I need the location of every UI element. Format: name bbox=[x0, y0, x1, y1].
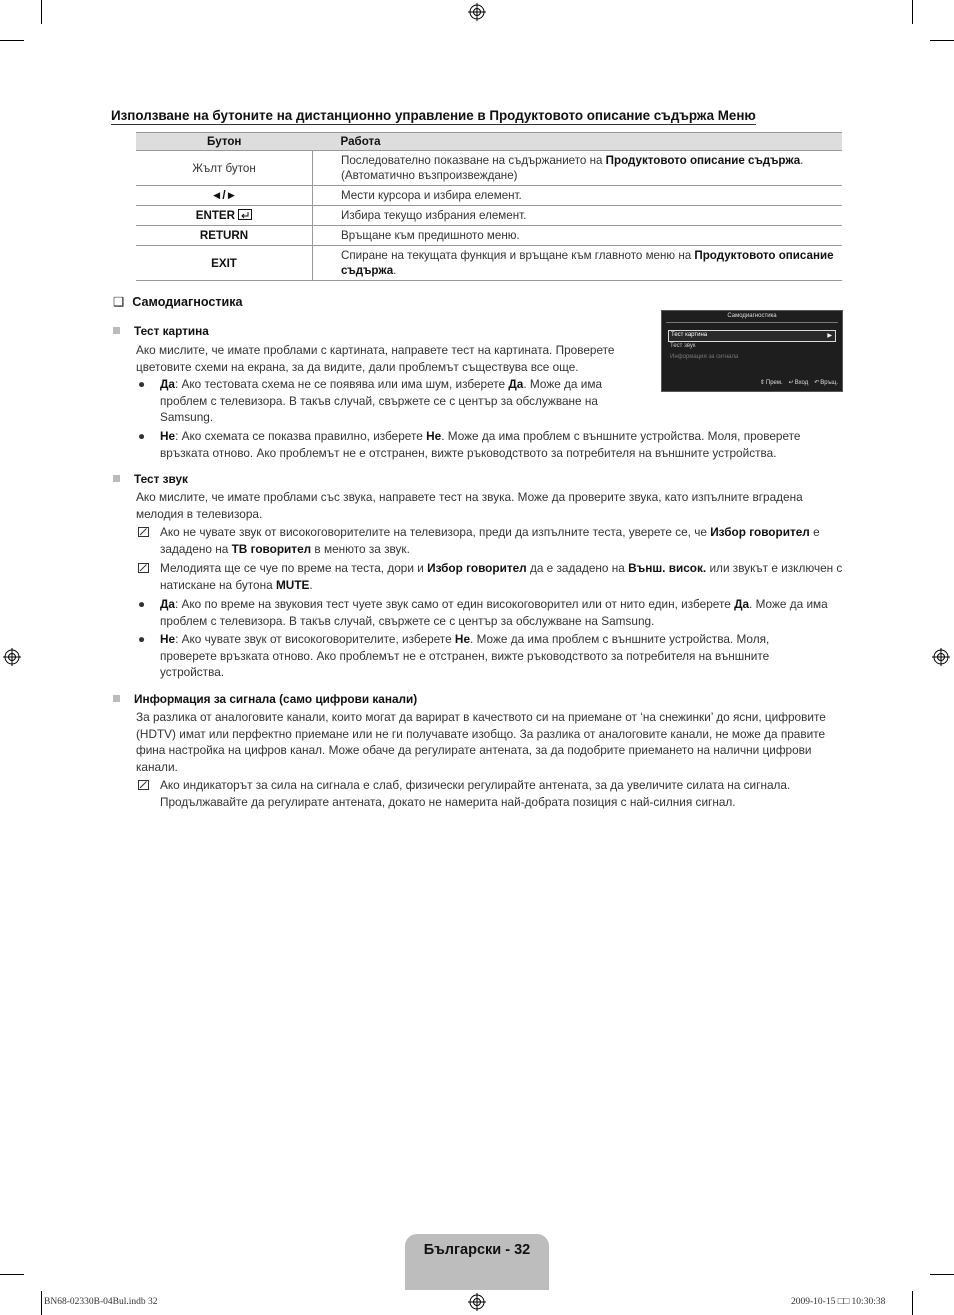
bullet-icon: ● bbox=[138, 429, 146, 443]
registration-mark-icon bbox=[932, 648, 950, 666]
sound-test-no: ● Не: Ако чувате звук от високоговорителите, изберете Не. Може да има проблем с външните устройства. Моля, проверете връзката отново. Ако проблемът не е отстранен, вижте ръководството за потребителя на външните устройства. bbox=[138, 632, 770, 679]
crop-mark bbox=[41, 0, 42, 24]
button-cell: ◄/► bbox=[136, 186, 313, 206]
button-cell: ENTER bbox=[136, 206, 313, 226]
subsection-heading-picture-test: Тест картина bbox=[113, 324, 209, 338]
table-header-row bbox=[136, 133, 842, 151]
note-icon bbox=[138, 563, 149, 573]
button-cell: EXIT bbox=[136, 246, 313, 281]
page-number: Български - 32 bbox=[423, 1242, 531, 1258]
crop-mark bbox=[912, 1291, 913, 1315]
signal-info-note: Ако индикаторът за сила на сигнала е слаб, физически регулирайте антената, за да увеличите силата на сигнала. Продължавайте да регулирате антената, докато не намерита най-добрата позиция с най-силния сигнал. bbox=[160, 777, 840, 810]
bullet-icon: ● bbox=[138, 377, 146, 391]
picture-test-yes: ● Да: Ако тестовата схема не се появява или има шум, изберете Да. Може да има проблем с телевизора. В такъв случай, свържете се с център за обслужване на Samsung. bbox=[138, 377, 603, 424]
registration-mark-icon bbox=[468, 1293, 486, 1311]
table-row bbox=[136, 186, 842, 206]
crop-mark bbox=[912, 0, 913, 24]
square-bullet-icon bbox=[113, 475, 120, 482]
page-title: Използване на бутоните на дистанционно управление в Продуктовото описание съдържа Меню bbox=[111, 108, 756, 123]
sound-test-note-2: Мелодията ще се чуе по време на теста, дори и Избор говорител да е зададено на Външ. висок. или звукът е изключен с натискане на бутона MUTE. bbox=[160, 560, 844, 593]
file-slug: BN68-02330B-04Bul.indb 32 bbox=[44, 1297, 158, 1307]
date-slug: 2009-10-15 □□ 10:30:38 bbox=[791, 1297, 886, 1307]
tv-menu-item-selected: Тест картина ▶ bbox=[668, 330, 836, 342]
sound-test-yes: ● Да: Ако по време на звуковия тест чуете звук само от един високоговорител или от нито един, изберете Да. Може да има проблем с телевизора. В такъв случай, свържете се с център за обслужване на Samsung. bbox=[138, 597, 828, 628]
square-bullet-icon bbox=[113, 327, 120, 334]
enter-icon: ↵ bbox=[788, 380, 794, 386]
arrow-right-icon: ▶ bbox=[827, 333, 832, 339]
action-cell: Връщане към предишното меню. bbox=[313, 226, 843, 246]
updown-icon: ⇕ bbox=[759, 380, 765, 386]
subsection-heading-signal-info: Информация за сигнала (само цифрови канали) bbox=[113, 692, 417, 706]
remote-buttons-table bbox=[136, 132, 842, 281]
signal-info-text: За разлика от аналоговите канали, които могат да варират в качеството си на приемане от ‘на снежинки’ до ясни, цифровите (HDTV) имат или перфектно приемане или не ги получавате изобщо. За разлика от аналоговите канали, не може да правите фина настройка на цифров канал. Може обаче да регулирате антената, за да подобрите приемането на налични цифрови канали. bbox=[136, 710, 826, 774]
registration-mark-icon bbox=[468, 3, 486, 21]
return-icon: ↶ bbox=[814, 380, 820, 386]
tv-menu-item: Тест звук bbox=[670, 343, 696, 349]
crop-mark bbox=[0, 1274, 24, 1275]
section-heading: ❑ Самодиагностика bbox=[113, 295, 243, 309]
note-icon bbox=[138, 780, 149, 790]
column-header-button: Бутон bbox=[136, 133, 313, 151]
action-cell: Спиране на текущата функция и връщане към главното меню на Продуктовото описание съдържа. bbox=[313, 246, 843, 281]
sound-test-note-1: Ако не чувате звук от високоговорителите на телевизора, преди да изпълните теста, уверете се, че Избор говорител е зададено на ТВ говорител в менюто за звук. bbox=[160, 524, 844, 557]
registration-mark-icon bbox=[3, 648, 21, 666]
sound-test-text: Ако мислите, че имате проблами със звука, направете тест на звука. Може да проверите звука, като изпълните вградена мелодия в телевизора. bbox=[136, 490, 803, 521]
subsection-heading-sound-test: Тест звук bbox=[113, 472, 188, 486]
tv-menu-hints: ⇕Прем. ↵Вход ↶Връщ. bbox=[759, 380, 838, 386]
divider bbox=[666, 322, 838, 323]
action-cell: Избира текущо избрания елемент. bbox=[313, 206, 843, 226]
tv-menu-title: Самодиагностика bbox=[727, 313, 777, 319]
crop-mark bbox=[930, 40, 954, 41]
crop-mark bbox=[41, 1291, 42, 1315]
button-cell: RETURN bbox=[136, 226, 313, 246]
action-cell: Мести курсора и избира елемент. bbox=[313, 186, 843, 206]
table-row bbox=[136, 206, 842, 226]
crop-mark bbox=[930, 1274, 954, 1275]
table-row bbox=[136, 226, 842, 246]
page-number-tab bbox=[405, 1234, 549, 1290]
column-header-action: Работа bbox=[313, 133, 843, 151]
tv-menu-screenshot bbox=[661, 310, 843, 392]
note-icon bbox=[138, 527, 149, 537]
enter-icon bbox=[238, 209, 252, 220]
table-row bbox=[136, 151, 842, 186]
picture-test-no: ● Не: Ако схемата се показва правилно, изберете Не. Може да има проблем с външните устройства. Моля, проверете връзката отново. Ако проблемът не е отстранен, вижте ръководството за потребителя на външните устройства. bbox=[138, 429, 801, 460]
button-cell: Жълт бутон bbox=[136, 151, 313, 186]
tv-menu-item: Информация за сигнала bbox=[670, 354, 739, 360]
bullet-icon: ● bbox=[138, 597, 146, 611]
checkbox-icon: ❑ bbox=[113, 295, 125, 309]
table-row bbox=[136, 246, 842, 281]
crop-mark bbox=[0, 40, 24, 41]
picture-test-text: Ако мислите, че имате проблами с картината, направете тест на картината. Проверете цветовите схеми на екрана, за да видите, дали проблемът съществува все още. bbox=[136, 343, 615, 374]
square-bullet-icon bbox=[113, 695, 120, 702]
bullet-icon: ● bbox=[138, 632, 146, 646]
action-cell: Последователно показване на съдържанието на Продуктовото описание съдържа. (Автоматично възпроизвеждане) bbox=[313, 151, 843, 186]
